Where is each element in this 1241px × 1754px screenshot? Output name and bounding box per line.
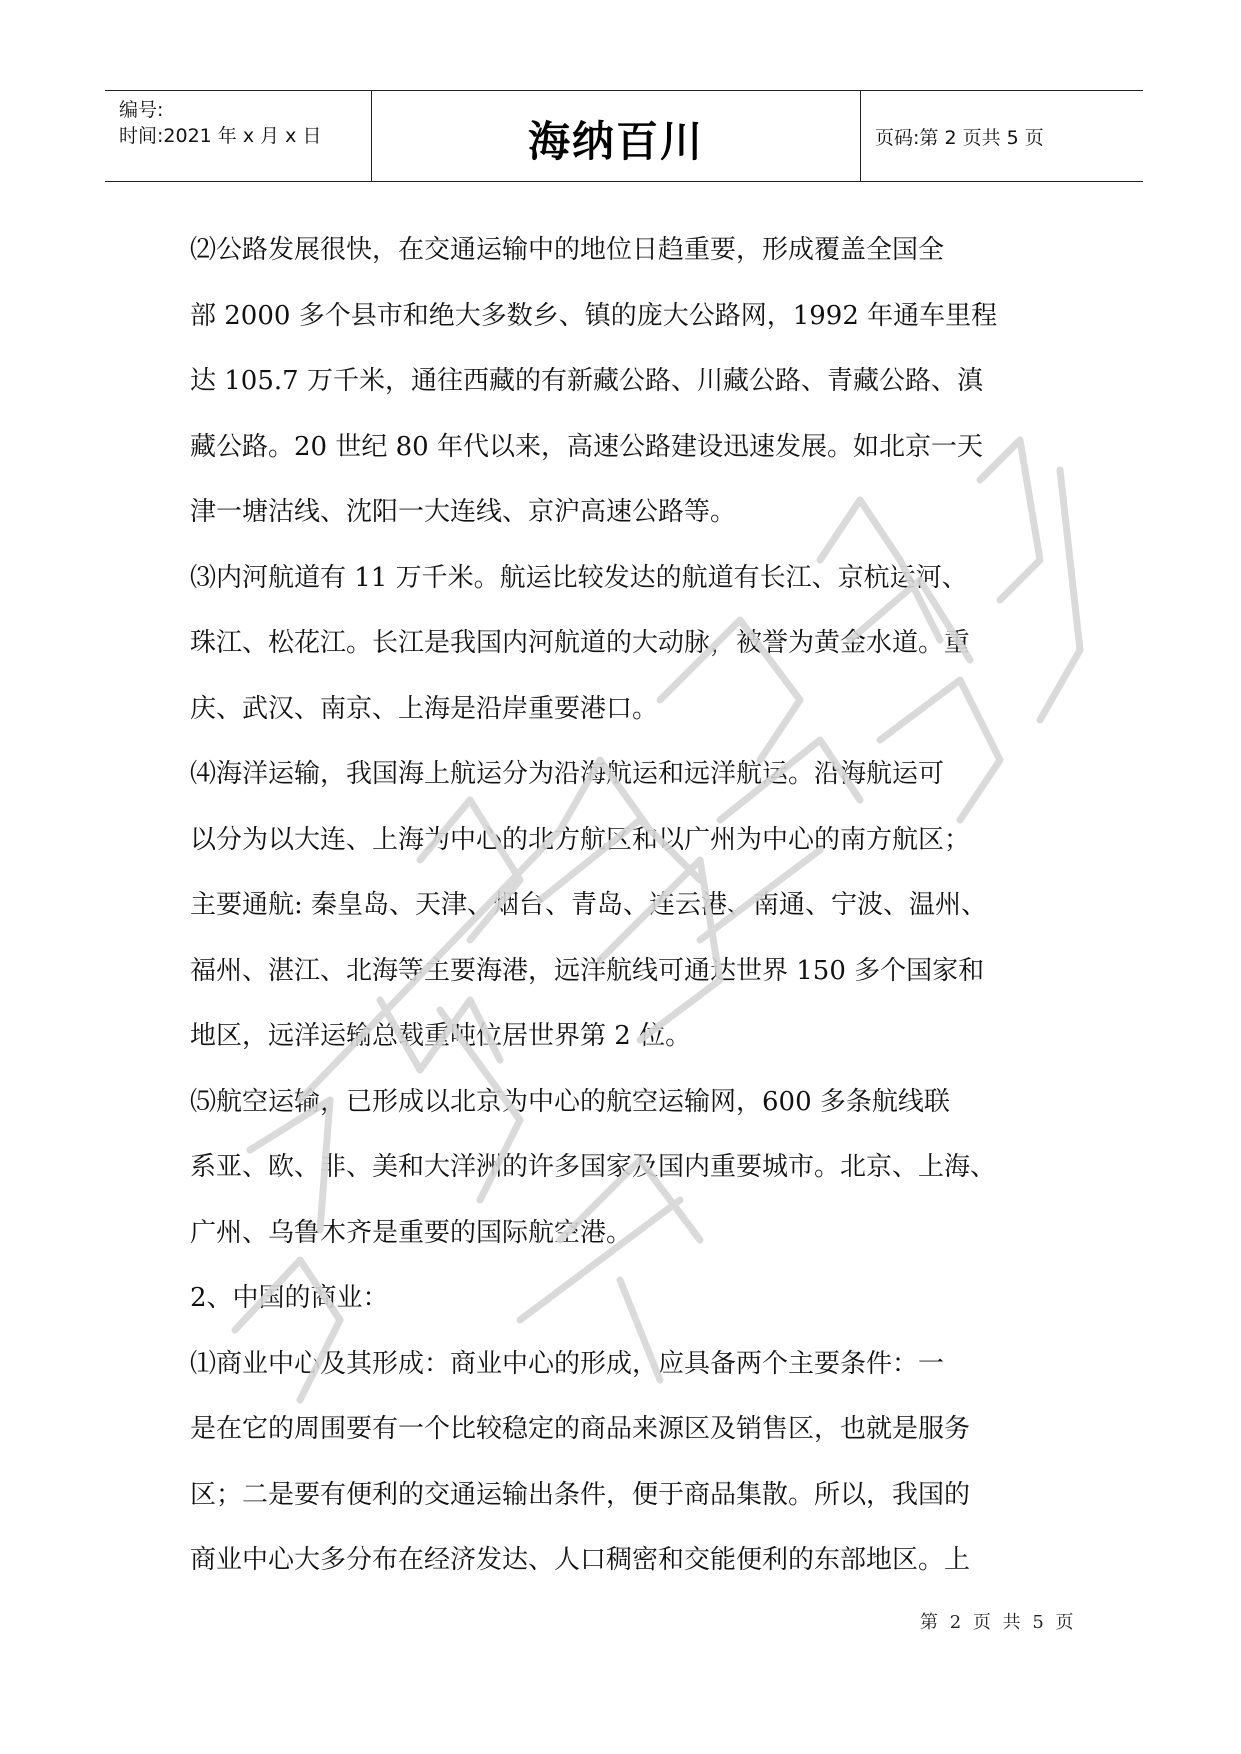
text-line: 2、中国的商业： — [190, 1283, 389, 1313]
text-line: 部 2000 多个县市和绝大多数乡、镇的庞大公路网，1992 年通车里程 — [190, 300, 998, 331]
document-title: 海纳百川 — [527, 117, 704, 166]
text-line: 珠江、松花江。长江是我国内河航道的大动脉，被誉为黄金水道。重 — [190, 628, 971, 658]
paragraph — [190, 1332, 1062, 1594]
text-line: ⑷海洋运输，我国海上航运分为沿海航运和远洋航运。沿海航运可 — [190, 759, 945, 789]
document-number-label: 编号: — [119, 99, 164, 121]
header-page-cell — [861, 91, 1143, 181]
paragraph — [190, 218, 1062, 546]
text-line: ⑸航空运输，已形成以北京为中心的航空运输网，600 多条航线联 — [190, 1086, 950, 1117]
paragraph — [190, 1266, 1062, 1332]
text-line: 庆、武汉、南京、上海是沿岸重要港口。 — [190, 693, 659, 724]
text-line: ⑴商业中心及其形成：商业中心的形成，应具备两个主要条件：一 — [190, 1348, 945, 1379]
page-footer: 第 2 页 共 5 页 — [920, 1612, 1077, 1633]
header-meta-cell — [105, 91, 371, 181]
text-line: 区；二是要有便利的交通运输出条件，便于商品集散。所以，我国的 — [190, 1479, 971, 1510]
text-line: 地区，远洋运输总载重吨位居世界第 2 位。 — [190, 1021, 692, 1051]
text-line: ⑵公路发展很快，在交通运输中的地位日趋重要，形成覆盖全国全 — [190, 235, 945, 265]
document-header — [105, 90, 1143, 182]
header-title-cell — [371, 91, 861, 181]
text-line: 藏公路。20 世纪 80 年代以来，高速公路建设迅速发展。如北京一天 — [190, 431, 983, 462]
paragraph — [190, 1070, 1062, 1267]
text-line: 系亚、欧、非、美和大洋洲的许多国家及国内重要城市。北京、上海、 — [190, 1152, 997, 1182]
text-line: ⑶内河航道有 11 万千米。航运比较发达的航道有长江、京杭运河、 — [190, 562, 968, 593]
text-line: 广州、乌鲁木齐是重要的国际航空港。 — [190, 1217, 633, 1248]
paragraph — [190, 546, 1062, 743]
header-page-number: 页码:第 2 页共 5 页 — [875, 127, 1044, 149]
document-time-label: 时间:2021 年 x 月 x 日 — [119, 125, 322, 147]
text-line: 商业中心大多分布在经济发达、人口稠密和交能便利的东部地区。上 — [190, 1545, 971, 1575]
text-line: 是在它的周围要有一个比较稳定的商品来源区及销售区，也就是服务 — [190, 1414, 971, 1444]
paragraph — [190, 742, 1062, 1070]
text-line: 以分为以大连、上海为中心的北方航区和以广州为中心的南方航区； — [190, 824, 971, 855]
text-line: 达 105.7 万千米，通往西藏的有新藏公路、川藏公路、青藏公路、滇 — [190, 366, 983, 396]
document-body — [190, 218, 1062, 1594]
text-line: 福州、湛江、北海等主要海港，远洋航线可通达世界 150 多个国家和 — [190, 955, 985, 986]
text-line: 主要通航: 秦皇岛、天津、烟台、青岛、连云港、南通、宁波、温州、 — [190, 890, 988, 920]
text-line: 津一塘沽线、沈阳一大连线、京沪高速公路等。 — [190, 497, 737, 527]
